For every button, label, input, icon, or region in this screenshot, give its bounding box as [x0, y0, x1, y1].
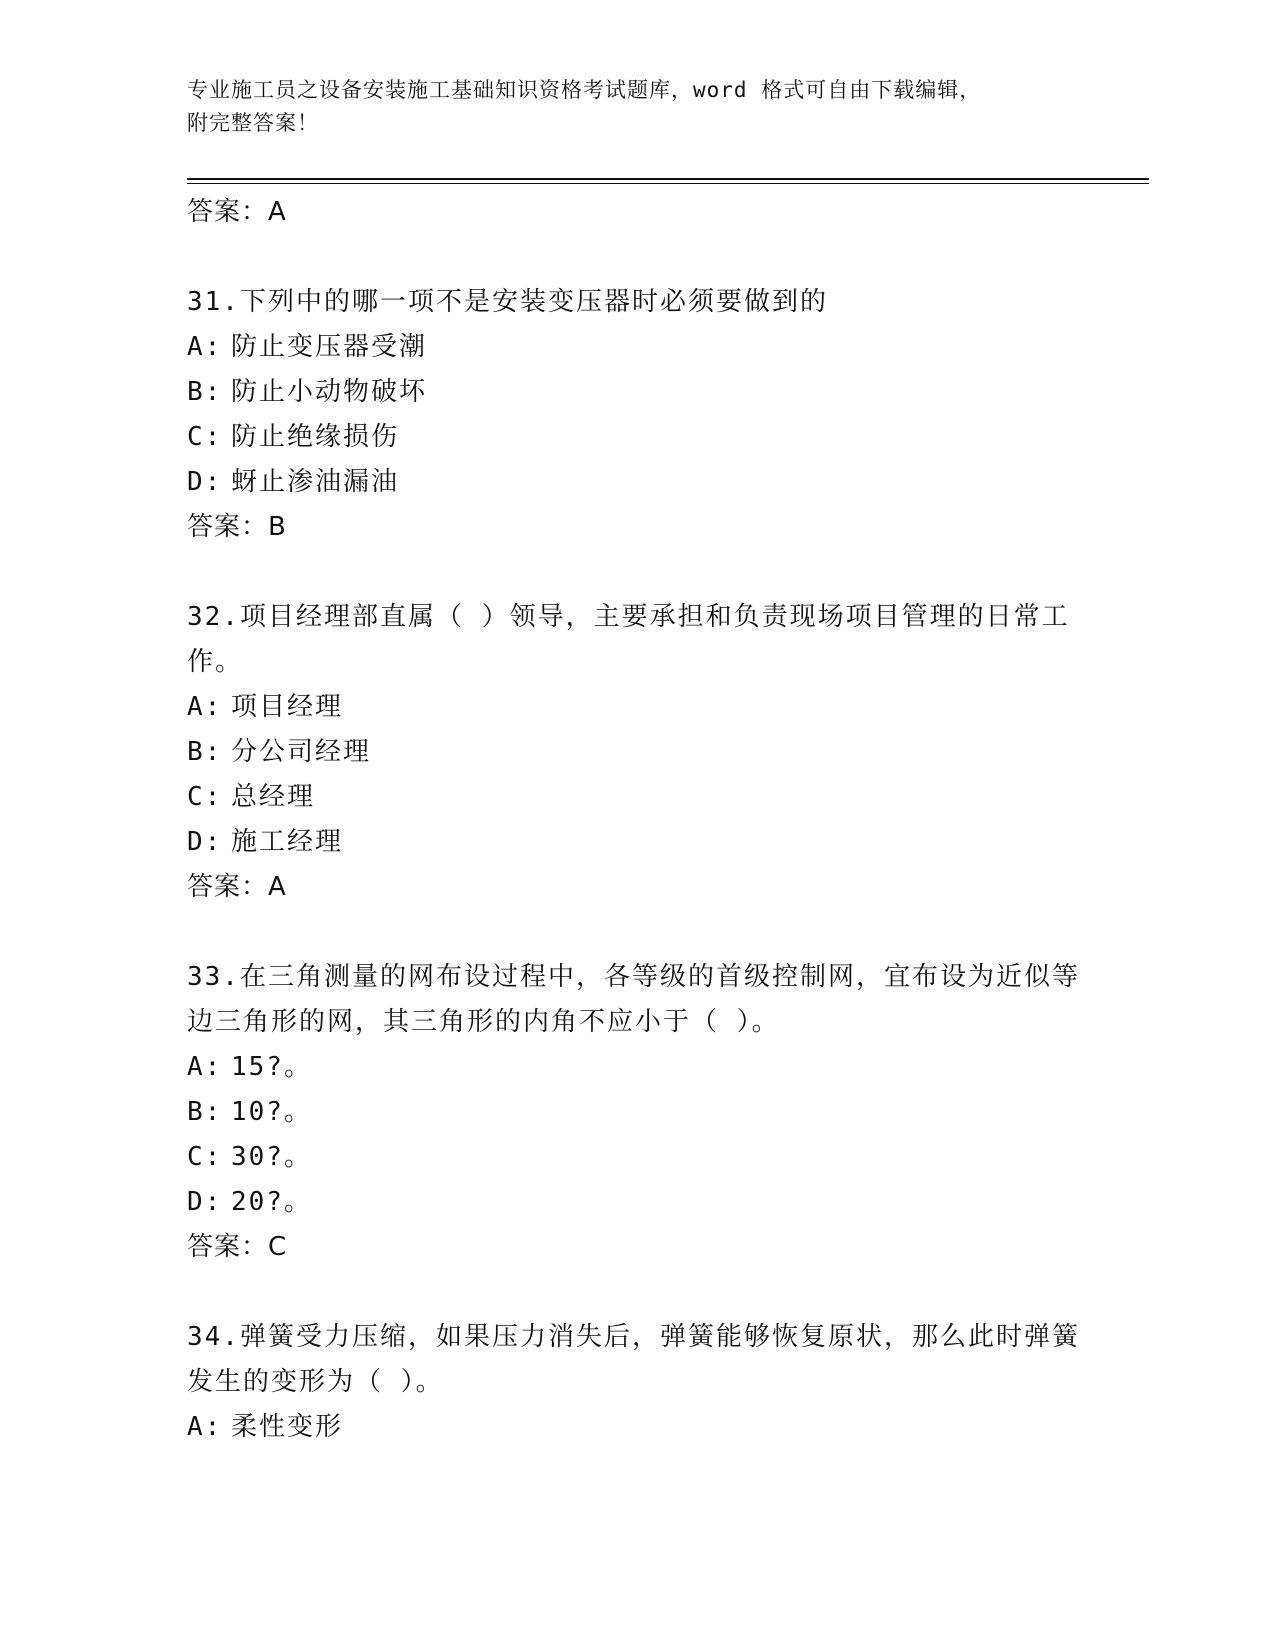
option-b [187, 1090, 1087, 1135]
question-list [187, 190, 1087, 1450]
option-text: 分公司经理 [231, 737, 372, 767]
header-line-2: 附完整答案！ [187, 111, 319, 135]
option-text: 防止绝缘损伤 [231, 422, 400, 452]
option-key: A: [187, 692, 223, 722]
question-stem: 31.下列中的哪一项不是安装变压器时必须要做到的 [187, 287, 828, 317]
option-text: 防止变压器受潮 [231, 332, 428, 362]
answer-label: 答案：B [187, 512, 287, 542]
option-key: D: [187, 467, 223, 497]
option-text: 30?。 [231, 1142, 312, 1172]
option-key: A: [187, 1412, 223, 1442]
option-c [187, 775, 1087, 820]
option-b [187, 730, 1087, 775]
option-key: C: [187, 782, 223, 812]
option-c [187, 1135, 1087, 1180]
answer-label: 答案：C [187, 1232, 288, 1262]
header-divider-thick [187, 178, 1149, 180]
option-key: C: [187, 422, 223, 452]
option-a [187, 1045, 1087, 1090]
question-31 [187, 280, 1087, 549]
answer-label: 答案：A [187, 872, 287, 902]
option-key: B: [187, 737, 223, 767]
option-d [187, 1180, 1087, 1225]
option-key: C: [187, 1142, 223, 1172]
option-text: 总经理 [231, 782, 316, 812]
question-stem: 33.在三角测量的网布设过程中，各等级的首级控制网，宜布设为近似等边三角形的网，其三角形的内角不应小于（ ）。 [187, 962, 1080, 1037]
option-text: 施工经理 [231, 827, 344, 857]
option-text: 15?。 [231, 1052, 312, 1082]
option-text: 项目经理 [231, 692, 344, 722]
option-text: 20?。 [231, 1187, 312, 1217]
option-text: 防止小动物破坏 [231, 377, 428, 407]
question-stem: 34.弹簧受力压缩，如果压力消失后，弹簧能够恢复原状，那么此时弹簧发生的变形为（ ）。 [187, 1322, 1080, 1397]
option-a [187, 685, 1087, 730]
header-line-1: 专业施工员之设备安装施工基础知识资格考试题库，word 格式可自由下载编辑， [187, 78, 982, 102]
header-divider-thin [187, 183, 1149, 184]
question-34 [187, 1315, 1087, 1450]
question-stem: 32.项目经理部直属（ ）领导，主要承担和负责现场项目管理的日常工作。 [187, 602, 1070, 677]
option-key: D: [187, 1187, 223, 1217]
option-key: D: [187, 827, 223, 857]
option-text: 10?。 [231, 1097, 312, 1127]
question-33 [187, 955, 1087, 1269]
option-d [187, 820, 1087, 865]
option-key: A: [187, 1052, 223, 1082]
answer-label: 答案：A [187, 197, 287, 227]
option-a [187, 1405, 1087, 1450]
option-b [187, 370, 1087, 415]
option-key: B: [187, 377, 223, 407]
document-header [187, 74, 1087, 140]
option-a [187, 325, 1087, 370]
option-text: 柔性变形 [231, 1412, 344, 1442]
option-d [187, 460, 1087, 505]
question-32 [187, 595, 1087, 909]
option-key: A: [187, 332, 223, 362]
option-key: B: [187, 1097, 223, 1127]
option-c [187, 415, 1087, 460]
option-text: 蚜止渗油漏油 [231, 467, 400, 497]
